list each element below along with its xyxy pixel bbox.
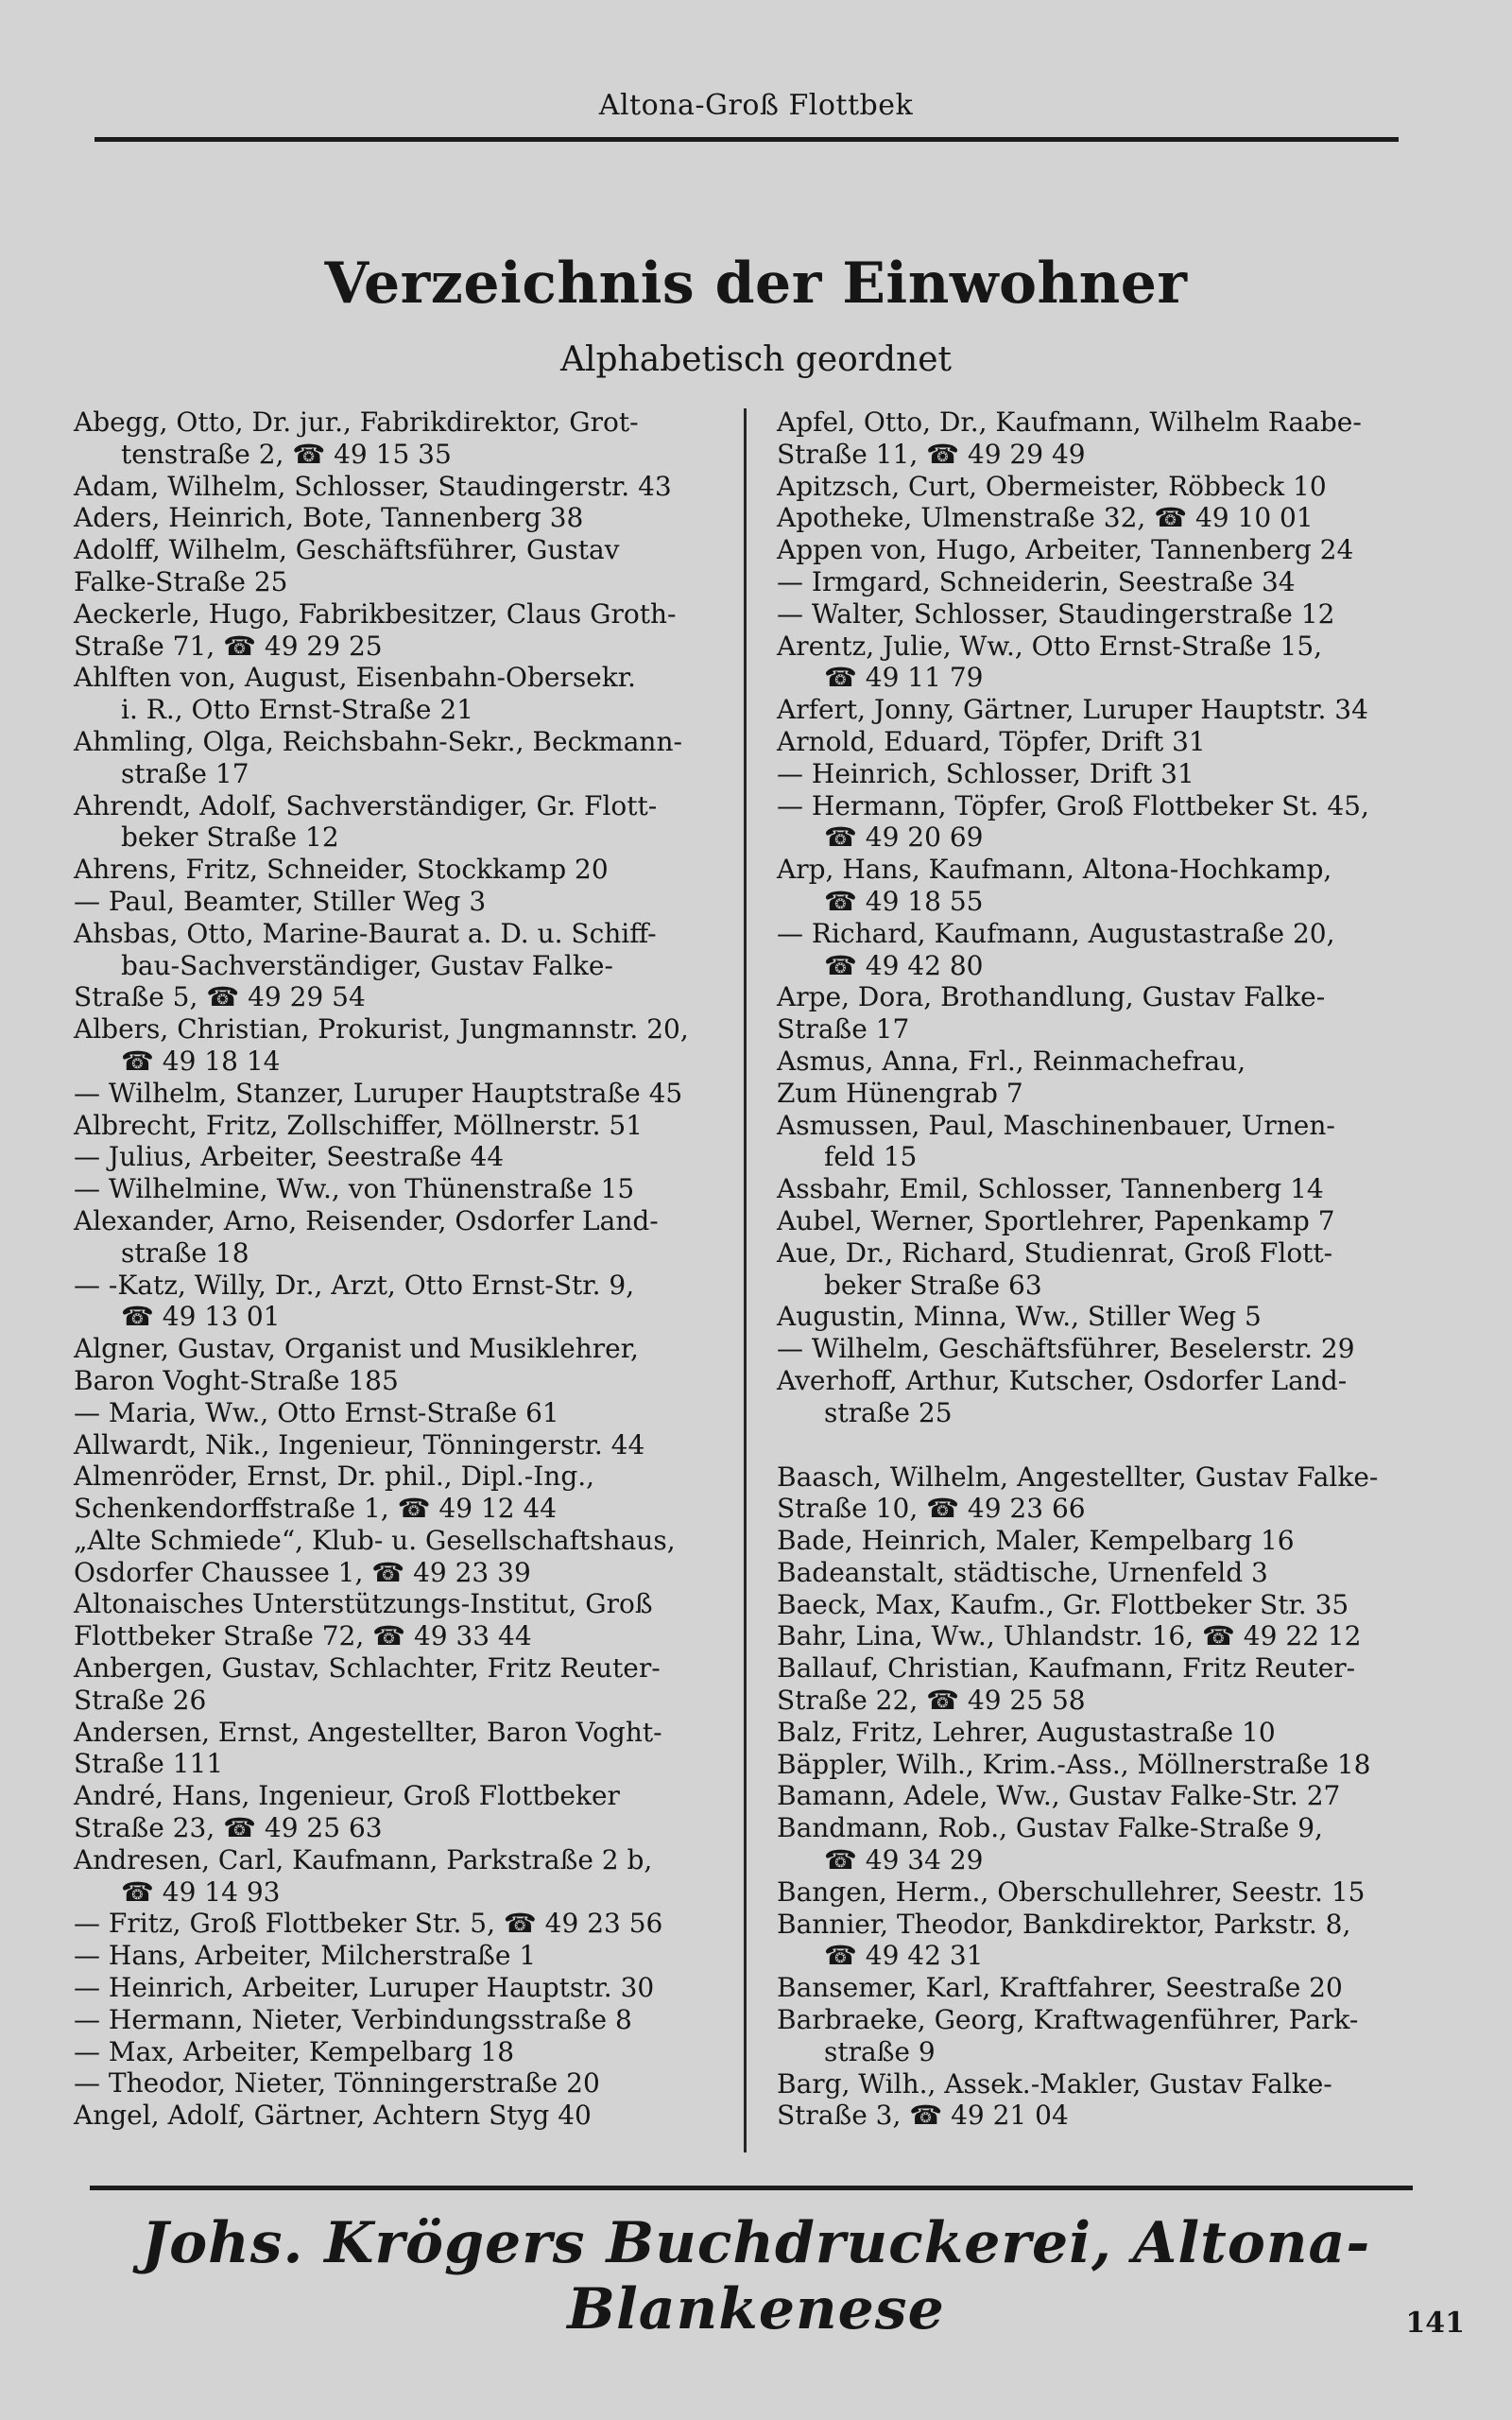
entry-line: Arfert, Jonny, Gärtner, Luruper Hauptstr. 34 <box>777 694 1368 726</box>
entry-line: i. R., Otto Ernst-Straße 21 <box>121 694 474 726</box>
entry-line: Aue, Dr., Richard, Studienrat, Groß Flott- <box>777 1236 1333 1269</box>
entry-line: straße 25 <box>824 1396 953 1428</box>
entry-line: — Maria, Ww., Otto Ernst-Straße 61 <box>74 1396 559 1428</box>
entry-line: Bannier, Theodor, Bankdirektor, Parkstr. 8, <box>777 1908 1351 1940</box>
entry-line: Allwardt, Nik., Ingenieur, Tönningerstr. 44 <box>74 1428 645 1461</box>
entry-line: Angel, Adolf, Gärtner, Achtern Styg 40 <box>74 2100 592 2132</box>
entry-line: „Alte Schmiede“, Klub- u. Gesellschaftshaus, <box>74 1524 676 1556</box>
entry-line: beker Straße 63 <box>824 1269 1042 1301</box>
entry-line: straße 18 <box>121 1236 249 1269</box>
entry-line: Straße 5, ☎ 49 29 54 <box>74 981 366 1013</box>
column-divider <box>744 408 747 2152</box>
entry-line: Badeanstalt, städtische, Urnenfeld 3 <box>777 1556 1268 1588</box>
entry-line: bau-Sachverständiger, Gustav Falke- <box>121 949 613 981</box>
entry-line: Aubel, Werner, Sportlehrer, Papenkamp 7 <box>777 1204 1335 1236</box>
entry-line: Straße 3, ☎ 49 21 04 <box>777 2100 1069 2132</box>
entry-line: Osdorfer Chaussee 1, ☎ 49 23 39 <box>74 1556 531 1588</box>
entry-line: straße 17 <box>121 757 249 789</box>
entry-line: Ahlften von, August, Eisenbahn-Obersekr. <box>74 662 636 694</box>
entry-line: Ballauf, Christian, Kaufmann, Fritz Reuter- <box>777 1652 1356 1685</box>
entry-line: Apfel, Otto, Dr., Kaufmann, Wilhelm Raabe- <box>777 406 1362 438</box>
letter-group-gap <box>777 1429 1438 1461</box>
entry-line: Apitzsch, Curt, Obermeister, Röbbeck 10 <box>777 470 1327 502</box>
right-column <box>777 406 1438 2132</box>
running-head: Altona-Groß Flottbek <box>598 89 914 122</box>
entry-line: Albrecht, Fritz, Zollschiffer, Möllnerstr. 51 <box>74 1109 644 1141</box>
entry-line: Barbraeke, Georg, Kraftwagenführer, Park- <box>777 2004 1359 2036</box>
left-column <box>74 406 735 2132</box>
entry-line: Adam, Wilhelm, Schlosser, Staudingerstr. 43 <box>74 470 672 502</box>
entry-line: Abegg, Otto, Dr. jur., Fabrikdirektor, Grot- <box>74 406 639 438</box>
entry-line: ☎ 49 42 80 <box>824 949 984 981</box>
entry-line: Asmussen, Paul, Maschinenbauer, Urnen- <box>777 1109 1335 1141</box>
entry-line: Straße 111 <box>74 1748 224 1780</box>
bottom-rule <box>90 2186 1413 2190</box>
entry-line: — Richard, Kaufmann, Augustastraße 20, <box>777 917 1335 949</box>
page-number: 141 <box>1405 2307 1465 2340</box>
entry-line: feld 15 <box>824 1141 918 1173</box>
entry-line: Arpe, Dora, Brothandlung, Gustav Falke- <box>777 981 1326 1013</box>
entry-line: Alexander, Arno, Reisender, Osdorfer Land- <box>74 1204 659 1236</box>
entry-line: Asmus, Anna, Frl., Reinmachefrau, <box>777 1045 1246 1077</box>
entry-line: Andresen, Carl, Kaufmann, Parkstraße 2 b, <box>74 1843 653 1876</box>
entry-line: beker Straße 12 <box>121 821 339 854</box>
entry-line: Adolff, Wilhelm, Geschäftsführer, Gustav <box>74 534 620 566</box>
entry-line: — Wilhelmine, Ww., von Thünenstraße 15 <box>74 1173 635 1205</box>
entry-line: Averhoff, Arthur, Kutscher, Osdorfer Land- <box>777 1364 1348 1396</box>
entry-line: Almenröder, Ernst, Dr. phil., Dipl.-Ing., <box>74 1461 595 1493</box>
entry-line: — Wilhelm, Geschäftsführer, Beselerstr. 29 <box>777 1333 1355 1365</box>
entry-line: — Heinrich, Schlosser, Drift 31 <box>777 757 1194 789</box>
entry-line: Zum Hünengrab 7 <box>777 1077 1023 1109</box>
entry-line: ☎ 49 18 14 <box>121 1045 281 1077</box>
entry-line: Assbahr, Emil, Schlosser, Tannenberg 14 <box>777 1173 1324 1205</box>
entry-line: — Max, Arbeiter, Kempelbarg 18 <box>74 2035 515 2067</box>
entry-line: Arnold, Eduard, Töpfer, Drift 31 <box>777 725 1206 757</box>
entry-line: Appen von, Hugo, Arbeiter, Tannenberg 24 <box>777 534 1354 566</box>
entry-line: — Hans, Arbeiter, Milcherstraße 1 <box>74 1940 537 1972</box>
entry-line: Arentz, Julie, Ww., Otto Ernst-Straße 15, <box>777 630 1323 662</box>
entry-line: ☎ 49 18 55 <box>824 885 984 917</box>
entry-line: Albers, Christian, Prokurist, Jungmannstr. 20, <box>74 1013 689 1046</box>
entry-line: Aders, Heinrich, Bote, Tannenberg 38 <box>74 502 584 534</box>
entry-line: Bangen, Herm., Oberschullehrer, Seestr. 15 <box>777 1876 1366 1908</box>
entry-line: Ahrendt, Adolf, Sachverständiger, Gr. Flott- <box>74 789 658 821</box>
entry-line: — Paul, Beamter, Stiller Weg 3 <box>74 885 487 917</box>
entry-line: Apotheke, Ulmenstraße 32, ☎ 49 10 01 <box>777 502 1314 534</box>
entry-line: Bansemer, Karl, Kraftfahrer, Seestraße 20 <box>777 1972 1343 2004</box>
entry-line: Falke-Straße 25 <box>74 565 288 597</box>
entry-line: — Theodor, Nieter, Tönningerstraße 20 <box>74 2067 600 2100</box>
entry-line: Barg, Wilh., Assek.-Makler, Gustav Falke- <box>777 2067 1332 2100</box>
entry-line: — Heinrich, Arbeiter, Luruper Hauptstr. 30 <box>74 1972 655 2004</box>
entry-line: Aeckerle, Hugo, Fabrikbesitzer, Claus Groth- <box>74 597 677 630</box>
top-rule <box>94 137 1399 142</box>
entry-line: Altonaisches Unterstützungs-Institut, Groß <box>74 1588 653 1620</box>
entry-line: Ahmling, Olga, Reichsbahn-Sekr., Beckmann- <box>74 725 682 757</box>
entry-line: Arp, Hans, Kaufmann, Altona-Hochkamp, <box>777 854 1332 886</box>
entry-line: Algner, Gustav, Organist und Musiklehrer, <box>74 1333 639 1365</box>
entry-line: Flottbeker Straße 72, ☎ 49 33 44 <box>74 1620 532 1652</box>
entry-line: André, Hans, Ingenieur, Groß Flottbeker <box>74 1780 620 1812</box>
entry-line: Baasch, Wilhelm, Angestellter, Gustav Falke- <box>777 1461 1379 1493</box>
entry-line: Straße 71, ☎ 49 29 25 <box>74 630 383 662</box>
entry-line: — Hermann, Nieter, Verbindungsstraße 8 <box>74 2003 632 2035</box>
entry-line: Andersen, Ernst, Angestellter, Baron Voght- <box>74 1716 662 1748</box>
entry-line: Bamann, Adele, Ww., Gustav Falke-Str. 27 <box>777 1780 1341 1812</box>
entry-line: Schenkendorffstraße 1, ☎ 49 12 44 <box>74 1493 558 1525</box>
entry-line: — Walter, Schlosser, Staudingerstraße 12 <box>777 597 1335 630</box>
entry-line: ☎ 49 14 93 <box>121 1876 281 1908</box>
entry-line: Straße 10, ☎ 49 23 66 <box>777 1493 1086 1525</box>
entry-line: — -Katz, Willy, Dr., Arzt, Otto Ernst-Str. 9, <box>74 1269 635 1301</box>
entry-line: Straße 23, ☎ 49 25 63 <box>74 1812 383 1844</box>
entry-line: Baron Voght-Straße 185 <box>74 1364 399 1396</box>
entry-line: ☎ 49 34 29 <box>824 1844 984 1876</box>
entry-line: Ahrens, Fritz, Schneider, Stockkamp 20 <box>74 854 609 886</box>
entry-line: Ahsbas, Otto, Marine-Baurat a. D. u. Schiff- <box>74 917 657 949</box>
entry-line: Bade, Heinrich, Maler, Kempelbarg 16 <box>777 1525 1295 1557</box>
entry-line: — Hermann, Töpfer, Groß Flottbeker St. 45, <box>777 789 1369 821</box>
entry-line: Balz, Fritz, Lehrer, Augustastraße 10 <box>777 1716 1276 1748</box>
printer-imprint: Johs. Krögers Buchdruckerei, Altona-Blankenese <box>141 2210 1371 2342</box>
entry-line: Bandmann, Rob., Gustav Falke-Straße 9, <box>777 1812 1323 1844</box>
entry-line: straße 9 <box>824 2035 936 2067</box>
entry-line: Bäppler, Wilh., Krim.-Ass., Möllnerstraße 18 <box>777 1748 1371 1780</box>
entry-line: Baeck, Max, Kaufm., Gr. Flottbeker Str. 35 <box>777 1588 1349 1620</box>
entry-line: Augustin, Minna, Ww., Stiller Weg 5 <box>777 1301 1262 1333</box>
entry-line: ☎ 49 11 79 <box>824 662 984 694</box>
entry-line: Straße 26 <box>74 1684 207 1716</box>
entry-line: Bahr, Lina, Ww., Uhlandstr. 16, ☎ 49 22 12 <box>777 1620 1362 1652</box>
entry-line: ☎ 49 20 69 <box>824 821 984 854</box>
entry-line: tenstraße 2, ☎ 49 15 35 <box>121 438 452 470</box>
entry-line: Straße 17 <box>777 1013 910 1046</box>
entry-line: Straße 22, ☎ 49 25 58 <box>777 1685 1086 1717</box>
entry-line: Anbergen, Gustav, Schlachter, Fritz Reuter- <box>74 1652 661 1685</box>
entry-line: — Wilhelm, Stanzer, Luruper Hauptstraße 45 <box>74 1077 683 1109</box>
entry-line: ☎ 49 42 31 <box>824 1940 984 1972</box>
page-title: Verzeichnis der Einwohner <box>324 251 1188 317</box>
entry-line: — Fritz, Groß Flottbeker Str. 5, ☎ 49 23 56 <box>74 1908 663 1940</box>
entry-line: — Irmgard, Schneiderin, Seestraße 34 <box>777 565 1296 597</box>
page-subtitle: Alphabetisch geordnet <box>559 340 953 379</box>
entry-line: — Julius, Arbeiter, Seestraße 44 <box>74 1141 505 1173</box>
entry-line: ☎ 49 13 01 <box>121 1301 281 1333</box>
entry-line: Straße 11, ☎ 49 29 49 <box>777 438 1086 470</box>
